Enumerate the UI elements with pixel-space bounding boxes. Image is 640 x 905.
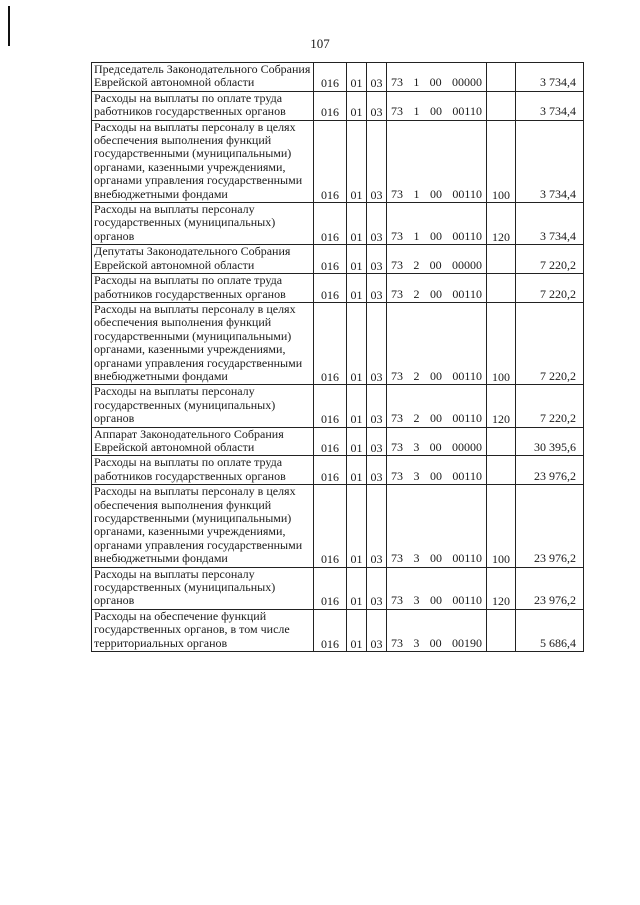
program-code: 73 [391,286,403,301]
expense-direction-code: 00110 [452,411,482,426]
expense-name: Расходы на выплаты персоналу государственных (муниципальных) органов [92,203,314,245]
ministry-code: 016 [314,385,347,427]
subprogram-code: 2 [413,411,420,426]
amount: 23 976,2 [516,567,584,609]
subprogram-code: 3 [413,439,420,454]
expense-direction-code: 00190 [451,635,482,650]
amount: 3 734,4 [516,91,584,120]
table-row [92,203,584,245]
ministry-code: 016 [314,567,347,609]
expense-type-code [487,456,516,485]
section-code: 01 [347,385,367,427]
section-code: 01 [347,245,367,274]
target-article-code [387,609,487,651]
expense-direction-code: 00000 [451,257,482,272]
amount: 7 220,2 [516,274,584,303]
direction-code: 00 [429,551,442,566]
target-article-code [387,427,487,456]
direction-code: 00 [429,635,442,650]
expense-name: Расходы на обеспечение функций государственных органов, в том числе территориальных органов [92,609,314,651]
direction-code: 00 [429,439,442,454]
expense-name: Расходы на выплаты по оплате труда работников государственных органов [92,91,314,120]
expense-type-code: 120 [487,567,516,609]
ministry-code: 016 [314,302,347,384]
target-article-code [387,385,487,427]
table-row [92,385,584,427]
ministry-code: 016 [314,245,347,274]
expense-type-code [487,274,516,303]
subsection-code: 03 [367,456,387,485]
subprogram-code: 1 [413,75,420,90]
section-code: 01 [347,120,367,202]
section-code: 01 [347,302,367,384]
budget-table-body [92,63,584,652]
table-row [92,485,584,567]
expense-type-code: 100 [487,120,516,202]
section-code: 01 [347,427,367,456]
section-code: 01 [347,203,367,245]
program-code: 73 [391,593,403,608]
section-code: 01 [347,456,367,485]
target-article-code [387,245,487,274]
ministry-code: 016 [314,609,347,651]
expense-name: Депутаты Законодательного Собрания Еврейской автономной области [92,245,314,274]
subsection-code: 03 [367,203,387,245]
expense-type-code: 100 [487,302,516,384]
expense-type-code [487,427,516,456]
expense-type-code [487,63,516,92]
subsection-code: 03 [367,385,387,427]
subprogram-code: 3 [413,635,420,650]
subsection-code: 03 [367,609,387,651]
subsection-code: 03 [367,274,387,303]
subsection-code: 03 [367,120,387,202]
amount: 3 734,4 [516,63,584,92]
program-code: 73 [391,439,403,454]
expense-name: Расходы на выплаты персоналу в целях обеспечения выполнения функций государственными (муниципальными) органами, казенными учреждениями, органами управления государственными внебюджетными фондами [92,302,314,384]
program-code: 73 [391,468,403,483]
program-code: 73 [391,411,403,426]
target-article-code [387,120,487,202]
amount: 23 976,2 [516,456,584,485]
ministry-code: 016 [314,274,347,303]
subsection-code: 03 [367,427,387,456]
expense-name: Расходы на выплаты персоналу государственных (муниципальных) органов [92,567,314,609]
section-code: 01 [347,63,367,92]
target-article-code [387,203,487,245]
target-article-code [387,456,487,485]
expense-direction-code: 00000 [451,439,482,454]
ministry-code: 016 [314,456,347,485]
direction-code: 00 [429,257,442,272]
section-code: 01 [347,274,367,303]
expense-type-code [487,91,516,120]
program-code: 73 [391,257,403,272]
expense-direction-code: 00110 [452,286,482,301]
amount: 30 395,6 [516,427,584,456]
target-article-code [387,91,487,120]
program-code: 73 [391,104,403,119]
direction-code: 00 [429,468,442,483]
direction-code: 00 [429,411,442,426]
section-code: 01 [347,485,367,567]
expense-name: Расходы на выплаты персоналу в целях обеспечения выполнения функций государственными (муниципальными) органами, казенными учреждениями, органами управления государственными внебюджетными фондами [92,120,314,202]
program-code: 73 [391,75,403,90]
expense-type-code: 120 [487,385,516,427]
expense-direction-code: 00110 [452,228,482,243]
amount: 7 220,2 [516,245,584,274]
target-article-code [387,63,487,92]
table-row [92,456,584,485]
subprogram-code: 3 [413,468,420,483]
table-row [92,274,584,303]
program-code: 73 [391,186,403,201]
target-article-code [387,567,487,609]
subprogram-code: 3 [413,551,420,566]
expense-type-code [487,609,516,651]
expense-direction-code: 00110 [452,186,482,201]
direction-code: 00 [429,286,442,301]
subprogram-code: 2 [413,368,420,383]
amount: 7 220,2 [516,302,584,384]
amount: 3 734,4 [516,203,584,245]
expense-type-code [487,245,516,274]
ministry-code: 016 [314,203,347,245]
section-code: 01 [347,567,367,609]
subsection-code: 03 [367,567,387,609]
expense-type-code: 120 [487,203,516,245]
target-article-code [387,302,487,384]
ministry-code: 016 [314,63,347,92]
subprogram-code: 3 [413,593,420,608]
program-code: 73 [391,228,403,243]
expense-name: Расходы на выплаты по оплате труда работников государственных органов [92,274,314,303]
section-code: 01 [347,609,367,651]
program-code: 73 [391,635,403,650]
expense-name: Расходы на выплаты персоналу государственных (муниципальных) органов [92,385,314,427]
table-row [92,63,584,92]
direction-code: 00 [429,104,442,119]
subprogram-code: 2 [413,257,420,272]
expense-direction-code: 00110 [452,368,482,383]
direction-code: 00 [429,228,442,243]
subsection-code: 03 [367,485,387,567]
ministry-code: 016 [314,485,347,567]
amount: 23 976,2 [516,485,584,567]
ministry-code: 016 [314,120,347,202]
budget-table [91,62,584,652]
subsection-code: 03 [367,302,387,384]
table-row [92,302,584,384]
subsection-code: 03 [367,91,387,120]
direction-code: 00 [429,368,442,383]
expense-type-code: 100 [487,485,516,567]
subprogram-code: 1 [413,228,420,243]
subprogram-code: 1 [413,186,420,201]
section-code: 01 [347,91,367,120]
expense-name: Аппарат Законодательного Собрания Еврейской автономной области [92,427,314,456]
target-article-code [387,485,487,567]
ministry-code: 016 [314,427,347,456]
target-article-code [387,274,487,303]
subsection-code: 03 [367,63,387,92]
amount: 5 686,4 [516,609,584,651]
expense-direction-code: 00110 [452,551,482,566]
subprogram-code: 2 [413,286,420,301]
direction-code: 00 [429,186,442,201]
expense-name: Расходы на выплаты по оплате труда работников государственных органов [92,456,314,485]
expense-direction-code: 00110 [452,104,482,119]
expense-name: Председатель Законодательного Собрания Еврейской автономной области [92,63,314,92]
direction-code: 00 [429,593,442,608]
table-row [92,567,584,609]
table-row [92,245,584,274]
table-row [92,91,584,120]
expense-direction-code: 00000 [451,75,482,90]
expense-direction-code: 00110 [452,593,482,608]
table-row [92,609,584,651]
amount: 7 220,2 [516,385,584,427]
subprogram-code: 1 [413,104,420,119]
program-code: 73 [391,551,403,566]
amount: 3 734,4 [516,120,584,202]
program-code: 73 [391,368,403,383]
direction-code: 00 [429,75,442,90]
expense-name: Расходы на выплаты персоналу в целях обеспечения выполнения функций государственными (муниципальными) органами, казенными учреждениями, органами управления государственными внебюджетными фондами [92,485,314,567]
page-number: 107 [310,36,330,51]
ministry-code: 016 [314,91,347,120]
subsection-code: 03 [367,245,387,274]
table-row [92,427,584,456]
table-row [92,120,584,202]
expense-direction-code: 00110 [452,468,482,483]
